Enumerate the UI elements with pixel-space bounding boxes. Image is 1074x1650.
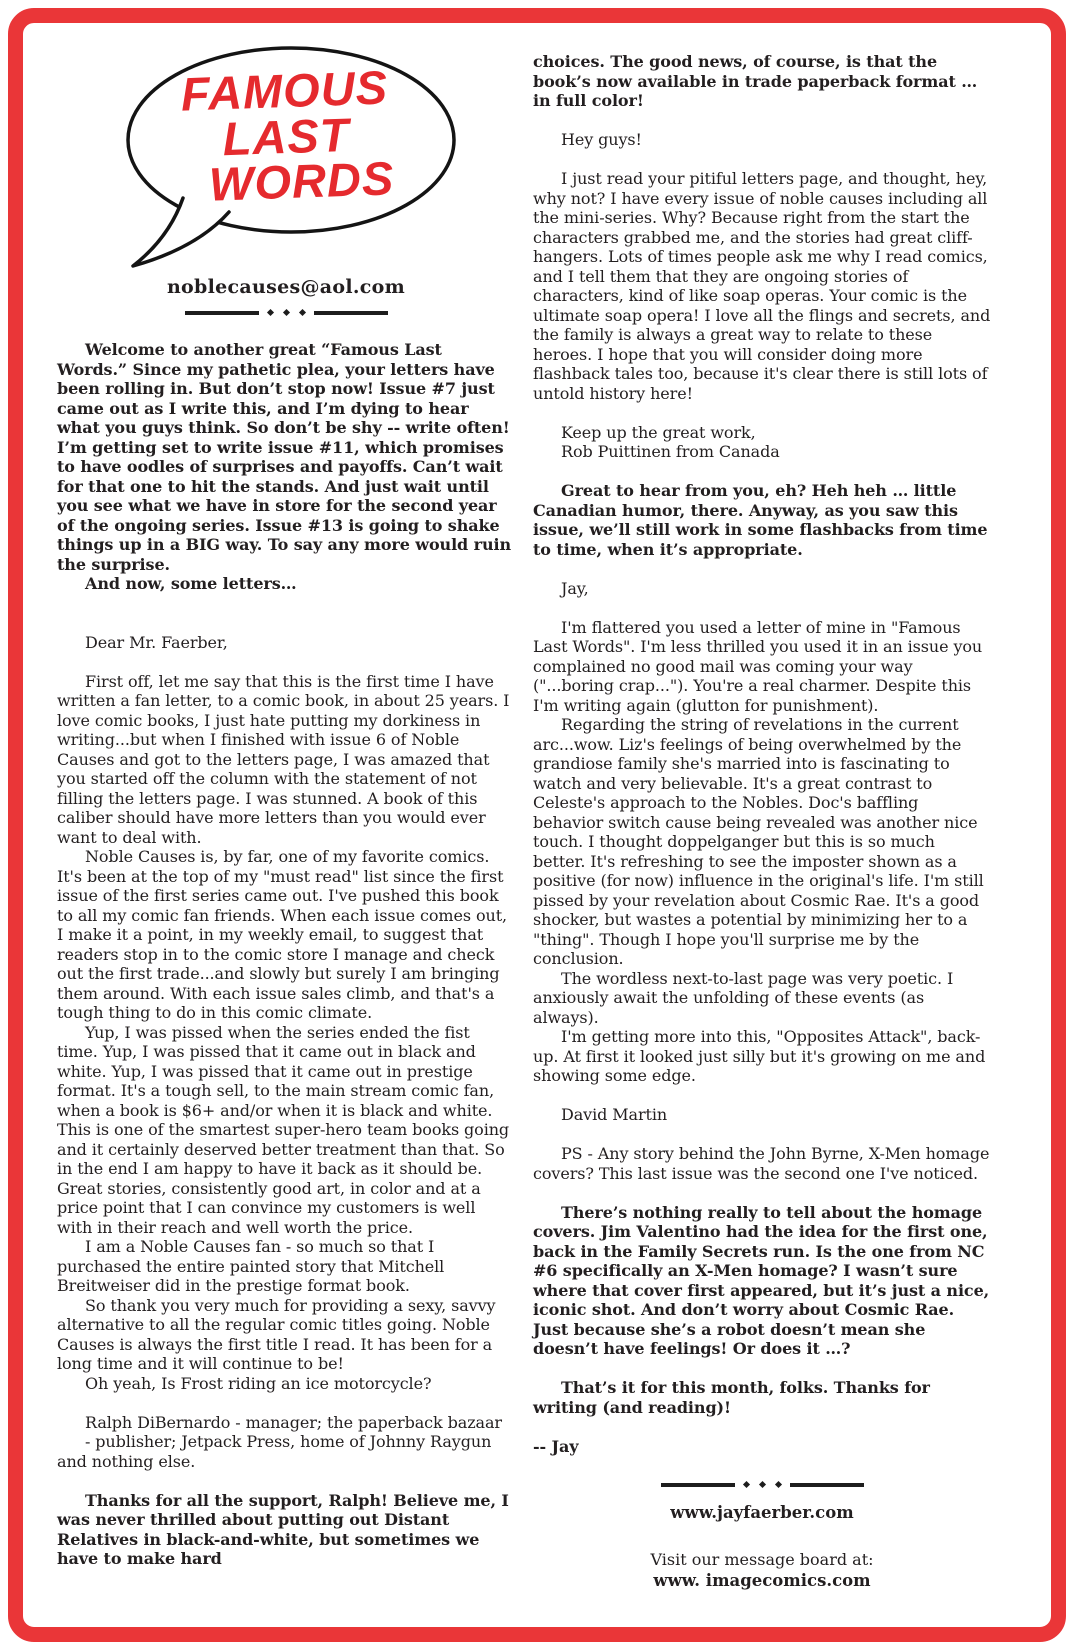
logo-line-1: FAMOUS <box>180 60 389 121</box>
divider-line-left <box>185 311 259 315</box>
paragraph: Great to hear from you, eh? Heh heh … little Canadian humor, there. Anyway, as you saw this issue, we’ll still work in some flashbacks from time to time, when it’s appropriate. <box>533 481 988 559</box>
paragraph: Yup, I was pissed when the series ended the fist time. Yup, I was pissed that it came out in black and white. Yup, I was pissed that it came out in prestige format. It's a tough sell, to the main stream comic fan, when a book is $6+ and/or when it is black and white. This is one of the smartest super-hero team books going and it certainly deserved better treatment than that. So in the end I am happy to have it back as it should be. Great stories, consistently good art, in color and at a price point that I can convince my customers is well with in their reach and well worth the price. <box>57 1022 510 1237</box>
paragraph: Ralph DiBernardo - manager; the paperback bazaar <box>85 1412 502 1432</box>
contact-email[interactable]: noblecauses@aol.com <box>166 276 406 298</box>
paragraph: Dear Mr. Faerber, <box>85 632 228 652</box>
paragraph: Thanks for all the support, Ralph! Believe me, I was never thrilled about putting out Distant Relatives in black-and-white, but sometimes we have to make hard <box>57 1490 509 1568</box>
right-column-text <box>533 52 991 1456</box>
paragraph: That’s it for this month, folks. Thanks for writing (and reading)! <box>533 1378 930 1417</box>
page-content <box>57 40 991 1590</box>
divider-line-left <box>661 1483 735 1487</box>
paragraph: Regarding the string of revelations in the current arc...wow. Liz's feelings of being overwhelmed by the grandiose family she's married into is fascinating to watch and very believable. It's a great contrast to Celeste's approach to the Nobles. Doc's baffling behavior switch cause being revealed was another nice touch. I thought doppelganger but this is so much better. It's refreshing to see the imposter shown as a positive (for now) influence in the original's life. I'm still pissed by your revelation about Cosmic Rae. It's a good shocker, but wastes a potential by minimizing her to a "thing". Though I hope you'll surprise me by the conclusion. <box>533 715 984 968</box>
paragraph: I just read your pitiful letters page, and thought, hey, why not? I have every issue of noble causes including all the mini-series. Why? Because right from the start the characters grabbed me, and the stories had great cliff-hangers. Lots of times people ask me why I read comics, and I tell them that they are ongoing stories of characters, kind of like soap operas. Your comic is the ultimate soap opera! I love all the flings and secrets, and the family is always a great way to relate to these heroes. I hope that you will consider doing more flashback tales too, because it's clear there is still lots of untold history here! <box>533 169 991 403</box>
divider-line-right <box>314 311 388 315</box>
paragraph: Rob Puittinen from Canada <box>561 442 780 461</box>
paragraph: PS - Any story behind the John Byrne, X-Men homage covers? This last issue was the second one I've noticed. <box>533 1144 990 1183</box>
imagecomics-site-link[interactable]: www. imagecomics.com <box>653 1571 871 1590</box>
logo-line-3: WORDS <box>208 151 396 211</box>
right-column <box>533 40 991 1590</box>
message-board-label: Visit our message board at: <box>650 1550 874 1569</box>
paragraph: First off, let me say that this is the first time I have written a fan letter, to a comic book, in about 25 years. I love comic books, I just hate putting my dorkiness in writing...but when I finished with issue 6 of Noble Causes and got to the letters page, I was amazed that you started off the column with the statement of not filling the letters page. I was stunned. A book of this caliber should have more letters than you would ever want to deal with. <box>57 671 510 847</box>
paragraph: Oh yeah, Is Frost riding an ice motorcycle? <box>85 1373 432 1393</box>
paragraph: And now, some letters… <box>85 574 297 593</box>
paragraph: - publisher; Jetpack Press, home of Johnny Raygun and nothing else. <box>57 1432 492 1471</box>
paragraph: I am a Noble Causes fan - so much so that I purchased the entire painted story that Mitchell Breitweiser did in the prestige format book. <box>57 1237 445 1295</box>
paragraph: Jay, <box>561 578 589 598</box>
divider-ornament <box>57 310 515 315</box>
divider-dots <box>744 1482 781 1487</box>
paragraph: So thank you very much for providing a sexy, savvy alternative to all the regular comic titles going. Noble Causes is always the first title I read. It has been for a long time and it will continue to be! <box>57 1295 496 1373</box>
left-column-text <box>57 340 515 1569</box>
paragraph: choices. The good news, of course, is that the book’s now available in trade paperback format … in full color! <box>533 52 978 110</box>
divider-dots <box>268 310 305 315</box>
paragraph: -- Jay <box>533 1436 579 1456</box>
paragraph: There’s nothing really to tell about the homage covers. Jim Valentino had the idea for the first one, back in the Family Secrets run. Is the one from NC #6 specifically an X-Men homage? I wasn’t sure where that cover first appeared, but it’s just a nice, iconic shot. And don’t worry about Cosmic Rae. Just because she’s a robot doesn’t mean she doesn’t have feelings! Or does it …? <box>533 1202 990 1358</box>
speech-bubble-logo <box>111 40 461 272</box>
divider-line-right <box>790 1483 864 1487</box>
masthead <box>57 40 515 340</box>
paragraph: The wordless next-to-last page was very poetic. I anxiously await the unfolding of these events (as always). <box>533 968 954 1027</box>
paragraph: Noble Causes is, by far, one of my favorite comics. It's been at the top of my "must read" list since the first issue of the first series came out. I've pushed this book to all my comic fan friends. When each issue comes out, I make it a point, in my weekly email, to suggest that readers stop in to the comic store I manage and check out the first trade...and slowly but surely I am bringing them around. With each issue sales climb, and that's a tough thing to do in this comic climate. <box>57 847 508 1022</box>
paragraph: Hey guys! <box>561 130 642 149</box>
footer-divider-ornament <box>533 1482 991 1487</box>
paragraph: Welcome to another great “Famous Last Words.” Since my pathetic plea, your letters have been rolling in. But don’t stop now! Issue #7 just came out as I write this, and I’m dying to hear what you guys think. So don’t be shy -- write often! I’m getting set to write issue #11, which promises to have oodles of surprises and payoffs. Can’t wait for that one to hit the stands. And just wait until you see what we have in store for the second year of the ongoing series. Issue #13 is going to shake things up in a BIG way. To say any more would ruin the surprise. <box>57 340 511 574</box>
logo-line-2: LAST <box>221 107 351 165</box>
footer <box>533 1482 991 1590</box>
logo-title <box>109 62 464 211</box>
paragraph: Keep up the great work, <box>561 422 756 442</box>
paragraph: David Martin <box>561 1105 668 1124</box>
paragraph: I'm flattered you used a letter of mine in "Famous Last Words". I'm less thrilled you used it in an issue you complained no good mail was coming your way ("...boring crap..."). You're a real charmer. Despite this I'm writing again (glutton for punishment). <box>533 617 983 715</box>
jayfaerber-site-link[interactable]: www.jayfaerber.com <box>670 1503 854 1522</box>
left-column <box>57 40 515 1590</box>
paragraph: I'm getting more into this, "Opposites Attack", back-up. At first it looked just silly but it's growing on me and showing some edge. <box>533 1027 986 1085</box>
